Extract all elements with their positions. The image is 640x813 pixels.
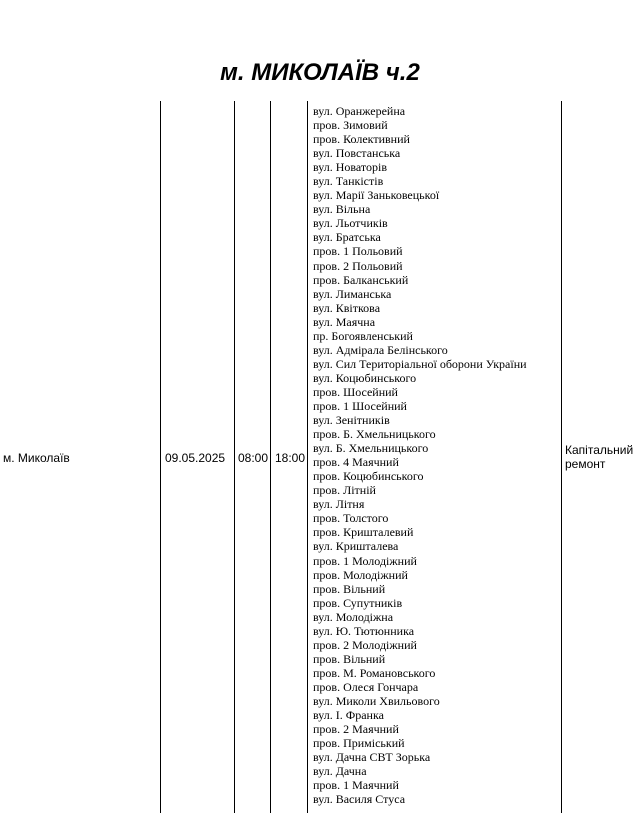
- street-item: вул. Молодіжна: [313, 609, 394, 624]
- street-item: пров. Толстого: [313, 511, 389, 526]
- street-item: вул. Коцюбинського: [313, 370, 417, 385]
- start-time-cell: 08:00: [238, 451, 269, 465]
- street-item: пров. 1 Молодіжний: [313, 553, 417, 568]
- street-item: вул. Оранжерейна: [313, 104, 406, 118]
- street-item: пров. Кришталевий: [313, 525, 414, 540]
- street-item: пров. Зимовий: [313, 118, 388, 133]
- end-time-cell: 18:00: [275, 451, 306, 465]
- column-divider: [561, 101, 562, 813]
- work-type-line: ремонт: [565, 457, 606, 471]
- street-item: вул. Зенітників: [313, 413, 390, 428]
- street-item: вул. Б. Хмельницького: [313, 441, 429, 456]
- street-item: вул. Василя Стуса: [313, 792, 406, 807]
- street-item: вул. Кришталева: [313, 539, 399, 554]
- street-item: пров. Супутників: [313, 595, 403, 610]
- street-item: вул. Новаторів: [313, 160, 387, 175]
- street-item: вул. Сил Територіальної оборони України: [313, 356, 527, 371]
- street-item: вул. І. Франка: [313, 708, 384, 723]
- page-title: м. МИКОЛАЇВ ч.2: [220, 59, 420, 86]
- street-item: вул. Адмірала Белінського: [313, 342, 448, 357]
- street-item: вул. Літня: [313, 497, 365, 512]
- street-item: пров. 1 Маячний: [313, 778, 399, 793]
- work-type-line: Капітальний: [565, 443, 634, 457]
- street-item: пров. Вільний: [313, 651, 386, 666]
- street-item: пров. 2 Польовий: [313, 258, 403, 273]
- street-item: пров. Балканський: [313, 272, 409, 287]
- street-item: вул. Повстанська: [313, 146, 401, 161]
- street-item: пров. Літній: [313, 483, 376, 498]
- street-item: вул. Танкістів: [313, 174, 384, 189]
- street-item: пр. Богоявленський: [313, 328, 413, 343]
- street-item: пров. 1 Польовий: [313, 244, 403, 259]
- street-item: вул. Миколи Хвильового: [313, 693, 440, 708]
- street-item: пров. 1 Шосейний: [313, 398, 407, 413]
- work-type-cell: [565, 443, 633, 471]
- street-item: вул. Дачна СВТ Зорька: [313, 750, 431, 765]
- street-item: пров. Вільний: [313, 581, 386, 596]
- locality-cell: м. Миколаїв: [3, 451, 70, 465]
- street-item: пров. 2 Маячний: [313, 722, 399, 737]
- street-item: вул. Дачна: [313, 764, 367, 779]
- column-divider: [307, 101, 308, 813]
- street-item: пров. Коцюбинського: [313, 469, 424, 484]
- street-item: вул. Ю. Тютюнника: [313, 623, 415, 638]
- street-item: пров. Шосейний: [313, 384, 398, 399]
- street-item: вул. Льотчиків: [313, 216, 388, 231]
- street-item: пров. Б. Хмельницького: [313, 427, 436, 442]
- street-item: пров. Олеся Гончара: [313, 679, 419, 694]
- column-divider: [160, 101, 161, 813]
- street-item: вул. Маячна: [313, 314, 376, 329]
- street-item: вул. Вільна: [313, 202, 371, 217]
- street-item: вул. Братська: [313, 230, 381, 245]
- street-item: вул. Лиманська: [313, 286, 392, 301]
- street-item: пров. Молодіжний: [313, 567, 408, 582]
- street-list: [313, 104, 527, 806]
- street-item: пров. Колективний: [313, 132, 410, 147]
- column-divider: [270, 101, 271, 813]
- street-item: вул. Марії Заньковецької: [313, 188, 440, 203]
- column-divider: [234, 101, 235, 813]
- street-item: пров. Приміський: [313, 736, 405, 751]
- street-item: пров. 2 Молодіжний: [313, 637, 417, 652]
- street-item: пров. М. Романовського: [313, 665, 436, 680]
- date-cell: 09.05.2025: [165, 451, 226, 465]
- street-item: пров. 4 Маячний: [313, 455, 399, 470]
- street-item: вул. Квіткова: [313, 300, 381, 315]
